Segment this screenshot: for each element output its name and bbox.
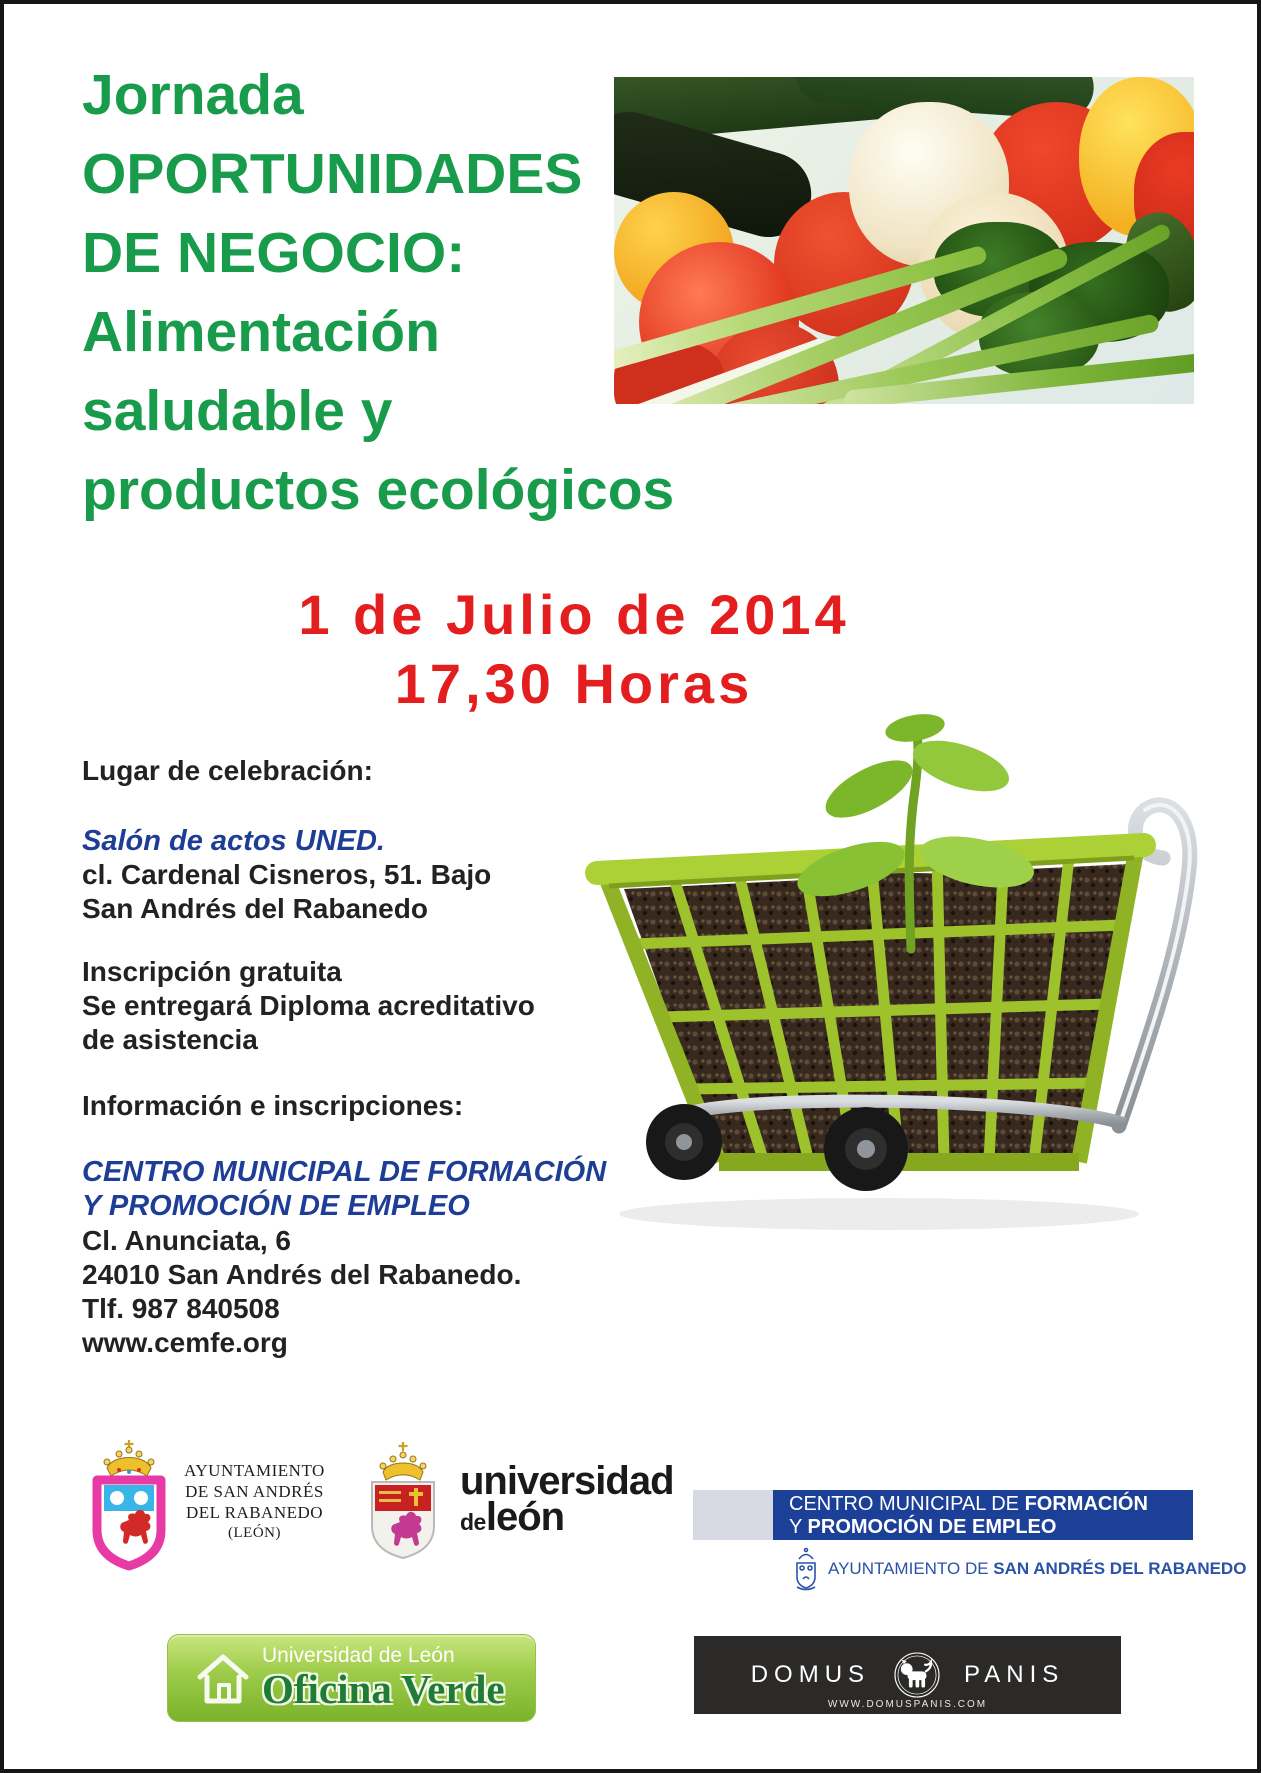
cemfe-banner-text bbox=[773, 1490, 1193, 1540]
oficina-verde-title: Oficina Verde bbox=[262, 1666, 505, 1712]
event-time: 17,30 Horas bbox=[394, 652, 754, 715]
cemfe-subline bbox=[791, 1546, 1246, 1592]
venue-address-line: San Andrés del Rabanedo bbox=[82, 893, 428, 924]
ayuntamiento-label-line: DE SAN ANDRÉS bbox=[185, 1482, 324, 1501]
contact-website: www.cemfe.org bbox=[82, 1327, 288, 1358]
organizer-name bbox=[82, 1155, 606, 1223]
oficina-verde-subtitle: Universidad de León bbox=[262, 1644, 455, 1667]
organizer-contact bbox=[82, 1224, 521, 1360]
registration-line: Inscripción gratuita bbox=[82, 956, 342, 987]
crown-icon bbox=[380, 1442, 426, 1480]
universidad-leon-crest-icon bbox=[360, 1432, 446, 1572]
contact-phone: Tlf. 987 840508 bbox=[82, 1293, 280, 1324]
ayuntamiento-label bbox=[182, 1460, 327, 1544]
poster-title bbox=[82, 56, 674, 530]
ayuntamiento-outline-crest-icon bbox=[791, 1547, 821, 1591]
title-line-6: productos ecológicos bbox=[82, 458, 675, 522]
cemfe-banner bbox=[693, 1490, 1193, 1540]
shopping-cart-seedling-image bbox=[579, 694, 1224, 1244]
event-date: 1 de Julio de 2014 bbox=[298, 583, 850, 646]
venue-address-line: cl. Cardenal Cisneros, 51. Bajo bbox=[82, 859, 492, 890]
crown-icon bbox=[104, 1440, 154, 1476]
cemfe-line1-bold: FORMACIÓN bbox=[1024, 1493, 1148, 1515]
domus-panis-url: WWW.DOMUSPANIS.COM bbox=[827, 1699, 988, 1710]
universidad-word: universidad bbox=[460, 1459, 674, 1503]
title-line-1: Jornada bbox=[82, 63, 304, 127]
cemfe-banner-gray-block bbox=[693, 1490, 773, 1540]
title-line-2: OPORTUNIDADES bbox=[82, 142, 583, 206]
location-heading: Lugar de celebración: bbox=[82, 755, 373, 786]
info-heading: Información e inscripciones: bbox=[82, 1090, 464, 1121]
title-line-3: DE NEGOCIO: bbox=[82, 221, 466, 285]
de-word: de bbox=[460, 1509, 486, 1535]
leon-word: león bbox=[485, 1495, 565, 1539]
vegetables-photo bbox=[614, 77, 1194, 404]
cemfe-subline-text bbox=[828, 1559, 1246, 1579]
cemfe-line1-regular: CENTRO MUNICIPAL DE bbox=[789, 1493, 1025, 1515]
panis-word: PANIS bbox=[964, 1661, 1065, 1688]
ayuntamiento-label-line: AYUNTAMIENTO bbox=[184, 1461, 325, 1480]
cemfe-subline-regular: AYUNTAMIENTO DE bbox=[828, 1559, 994, 1578]
venue-block bbox=[82, 824, 491, 926]
ayuntamiento-label-line: (LEÓN) bbox=[228, 1525, 281, 1541]
ayuntamiento-label-line: DEL RABANEDO bbox=[185, 1503, 324, 1522]
organizer-name-line: CENTRO MUNICIPAL DE FORMACIÓN bbox=[82, 1156, 607, 1188]
organizer-name-line: Y PROMOCIÓN DE EMPLEO bbox=[82, 1190, 470, 1222]
deleon-word bbox=[460, 1495, 674, 1539]
universidad-leon-logotype bbox=[460, 1459, 674, 1539]
contact-line: 24010 San Andrés del Rabanedo. bbox=[82, 1259, 522, 1290]
oficina-verde-banner bbox=[167, 1634, 536, 1722]
cart-shadow bbox=[619, 1198, 1139, 1230]
cemfe-line2-bold: PROMOCIÓN DE EMPLEO bbox=[807, 1516, 1057, 1538]
domus-panis-banner bbox=[694, 1636, 1121, 1714]
title-line-4: Alimentación bbox=[82, 300, 440, 364]
house-icon bbox=[194, 1647, 252, 1709]
registration-block bbox=[82, 955, 535, 1057]
cemfe-subline-bold: SAN ANDRÉS DEL RABANEDO bbox=[993, 1559, 1247, 1578]
cemfe-banner-line bbox=[789, 1493, 1193, 1516]
oficina-verde-text bbox=[262, 1645, 505, 1711]
registration-line: Se entregará Diploma acreditativo bbox=[82, 990, 535, 1021]
cemfe-line2-regular: Y bbox=[789, 1516, 808, 1538]
ayuntamiento-crest-icon bbox=[79, 1432, 179, 1574]
registration-line: de asistencia bbox=[82, 1024, 258, 1055]
domus-word: DOMUS bbox=[750, 1661, 871, 1688]
title-line-5: saludable y bbox=[82, 379, 393, 443]
cemfe-banner-line bbox=[789, 1516, 1193, 1539]
venue-name: Salón de actos UNED. bbox=[82, 825, 385, 857]
contact-line: Cl. Anunciata, 6 bbox=[82, 1225, 292, 1256]
